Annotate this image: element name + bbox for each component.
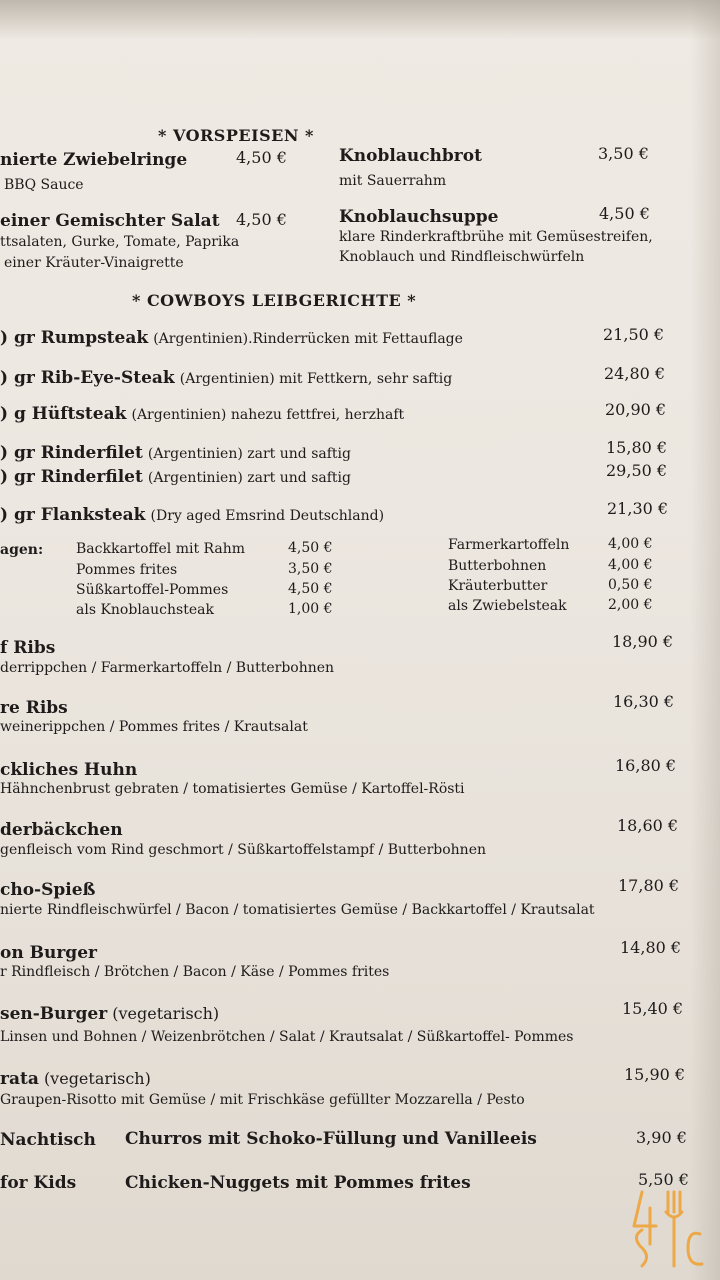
steak-name: ) gr Rib-Eye-Steak — [0, 368, 175, 388]
extra-price: 3,90 € — [636, 1128, 687, 1147]
dish-price: 16,80 € — [615, 756, 677, 775]
starter-garlic-bread-name: Knoblauchbrot — [339, 146, 482, 166]
side-item-price: 4,50 € — [288, 540, 333, 556]
side-item-name: Pommes frites — [76, 562, 178, 578]
dish-name-suffix: (vegetarisch) — [112, 1004, 220, 1023]
starter-mixed-salad-price: 4,50 € — [236, 210, 287, 229]
side-item-price: 3,50 € — [288, 561, 333, 577]
starter-onion-rings-name: nierte Zwiebelringe — [0, 150, 188, 170]
steak-price: 15,80 € — [606, 438, 668, 457]
steak-name: ) gr Flanksteak — [0, 505, 146, 525]
steak-row — [0, 443, 351, 463]
steak-row — [0, 505, 384, 525]
dish-name: cho-Spieß — [0, 880, 96, 900]
dish-price: 18,90 € — [612, 632, 674, 651]
side-item-name: Kräuterbutter — [448, 578, 548, 594]
steak-name: ) gr Rinderfilet — [0, 443, 143, 463]
side-item-name: Süßkartoffel-Pommes — [76, 582, 229, 598]
dish-name: re Ribs — [0, 698, 68, 718]
dish-name: on Burger — [0, 943, 97, 963]
steak-desc: (Argentinien) zart und saftig — [147, 446, 351, 462]
steak-desc: (Argentinien) nahezu fettfrei, herzhaft — [131, 407, 405, 423]
dish-desc: Graupen-Risotto mit Gemüse / mit Frischkäse gefüllter Mozzarella / Pesto — [0, 1092, 525, 1108]
side-shadow — [690, 0, 720, 1280]
dish-desc: derrippchen / Farmerkartoffeln / Butterbohnen — [0, 660, 335, 676]
dish-name-row — [0, 1069, 151, 1089]
side-item-price: 0,50 € — [608, 577, 653, 593]
side-item-name: Farmerkartoffeln — [448, 537, 570, 553]
starter-onion-rings-price: 4,50 € — [236, 148, 287, 167]
starter-garlic-bread-price: 3,50 € — [598, 144, 649, 163]
steak-price: 20,90 € — [605, 400, 667, 419]
starter-mixed-salad-desc1: ttsalaten, Gurke, Tomate, Paprika — [0, 234, 240, 250]
section-heading-starters: * VORSPEISEN * — [158, 126, 314, 145]
extra-label: Nachtisch — [0, 1130, 96, 1150]
extra-name: Churros mit Schoko-Füllung und Vanilleeis — [125, 1129, 537, 1149]
dish-desc: Hähnchenbrust gebraten / tomatisiertes Gemüse / Kartoffel-Rösti — [0, 781, 465, 797]
steak-row — [0, 404, 404, 424]
steak-price: 21,30 € — [607, 499, 669, 518]
steak-name: ) g Hüftsteak — [0, 404, 127, 424]
steak-row — [0, 368, 452, 388]
dish-name-row — [0, 1004, 219, 1024]
dish-desc: nierte Rindfleischwürfel / Bacon / tomatisiertes Gemüse / Backkartoffel / Krautsalat — [0, 902, 595, 918]
side-item-name: Backkartoffel mit Rahm — [76, 541, 246, 557]
side-item-price: 4,00 € — [608, 557, 653, 573]
dish-desc: weinerippchen / Pommes frites / Krautsalat — [0, 719, 308, 735]
starter-onion-rings-desc: BBQ Sauce — [4, 177, 84, 193]
steak-price: 24,80 € — [604, 364, 666, 383]
side-item-name: als Knoblauchsteak — [76, 602, 214, 618]
steak-desc: (Dry aged Emsrind Deutschland) — [150, 508, 385, 524]
starter-garlic-soup-name: Knoblauchsuppe — [339, 207, 499, 227]
dish-price: 15,90 € — [624, 1065, 686, 1084]
side-item-name: Butterbohnen — [448, 558, 547, 574]
dish-name-suffix: (vegetarisch) — [43, 1069, 151, 1088]
dish-desc: r Rindfleisch / Brötchen / Bacon / Käse / Pommes frites — [0, 964, 390, 980]
dish-name: derbäckchen — [0, 820, 123, 840]
side-item-price: 4,00 € — [608, 536, 653, 552]
steak-desc: (Argentinien) zart und saftig — [147, 470, 351, 486]
starter-garlic-soup-desc2: Knoblauch und Rindfleischwürfeln — [339, 249, 585, 265]
sides-label: agen: — [0, 542, 44, 558]
side-item-price: 2,00 € — [608, 597, 653, 613]
side-item-price: 1,00 € — [288, 601, 333, 617]
steak-row — [0, 328, 463, 348]
extra-label: for Kids — [0, 1173, 77, 1193]
steak-name: ) gr Rinderfilet — [0, 467, 143, 487]
dish-price: 17,80 € — [618, 876, 680, 895]
dish-desc: genfleisch vom Rind geschmort / Süßkartoffelstampf / Butterbohnen — [0, 842, 486, 858]
dish-name: rata — [0, 1069, 39, 1089]
steak-desc: (Argentinien).Rinderrücken mit Fettauflage — [153, 331, 463, 347]
dish-price: 15,40 € — [622, 999, 684, 1018]
dish-price: 18,60 € — [617, 816, 679, 835]
top-shadow — [0, 0, 720, 40]
section-heading-mains: * COWBOYS LEIBGERICHTE * — [132, 291, 417, 310]
fork-and-letters-logo-icon — [628, 1186, 708, 1270]
extra-price: 5,50 € — [638, 1170, 689, 1189]
starter-mixed-salad-name: einer Gemischter Salat — [0, 211, 220, 231]
dish-name: sen-Burger — [0, 1004, 108, 1024]
dish-name: f Ribs — [0, 638, 56, 658]
starter-mixed-salad-desc2: einer Kräuter-Vinaigrette — [4, 255, 184, 271]
steak-row — [0, 467, 351, 487]
extra-name: Chicken-Nuggets mit Pommes frites — [125, 1173, 471, 1193]
steak-price: 21,50 € — [603, 325, 665, 344]
dish-name: ckliches Huhn — [0, 760, 138, 780]
starter-garlic-bread-desc: mit Sauerrahm — [339, 173, 447, 189]
steak-name: ) gr Rumpsteak — [0, 328, 149, 348]
starter-garlic-soup-price: 4,50 € — [599, 204, 650, 223]
steak-price: 29,50 € — [606, 461, 668, 480]
dish-price: 16,30 € — [613, 692, 675, 711]
steak-desc: (Argentinien) mit Fettkern, sehr saftig — [179, 371, 453, 387]
side-item-price: 4,50 € — [288, 581, 333, 597]
starter-garlic-soup-desc1: klare Rinderkraftbrühe mit Gemüsestreifen, — [339, 229, 653, 245]
dish-desc: Linsen und Bohnen / Weizenbrötchen / Salat / Krautsalat / Süßkartoffel- Pommes — [0, 1029, 574, 1045]
side-item-name: als Zwiebelsteak — [448, 598, 567, 614]
dish-price: 14,80 € — [620, 938, 682, 957]
